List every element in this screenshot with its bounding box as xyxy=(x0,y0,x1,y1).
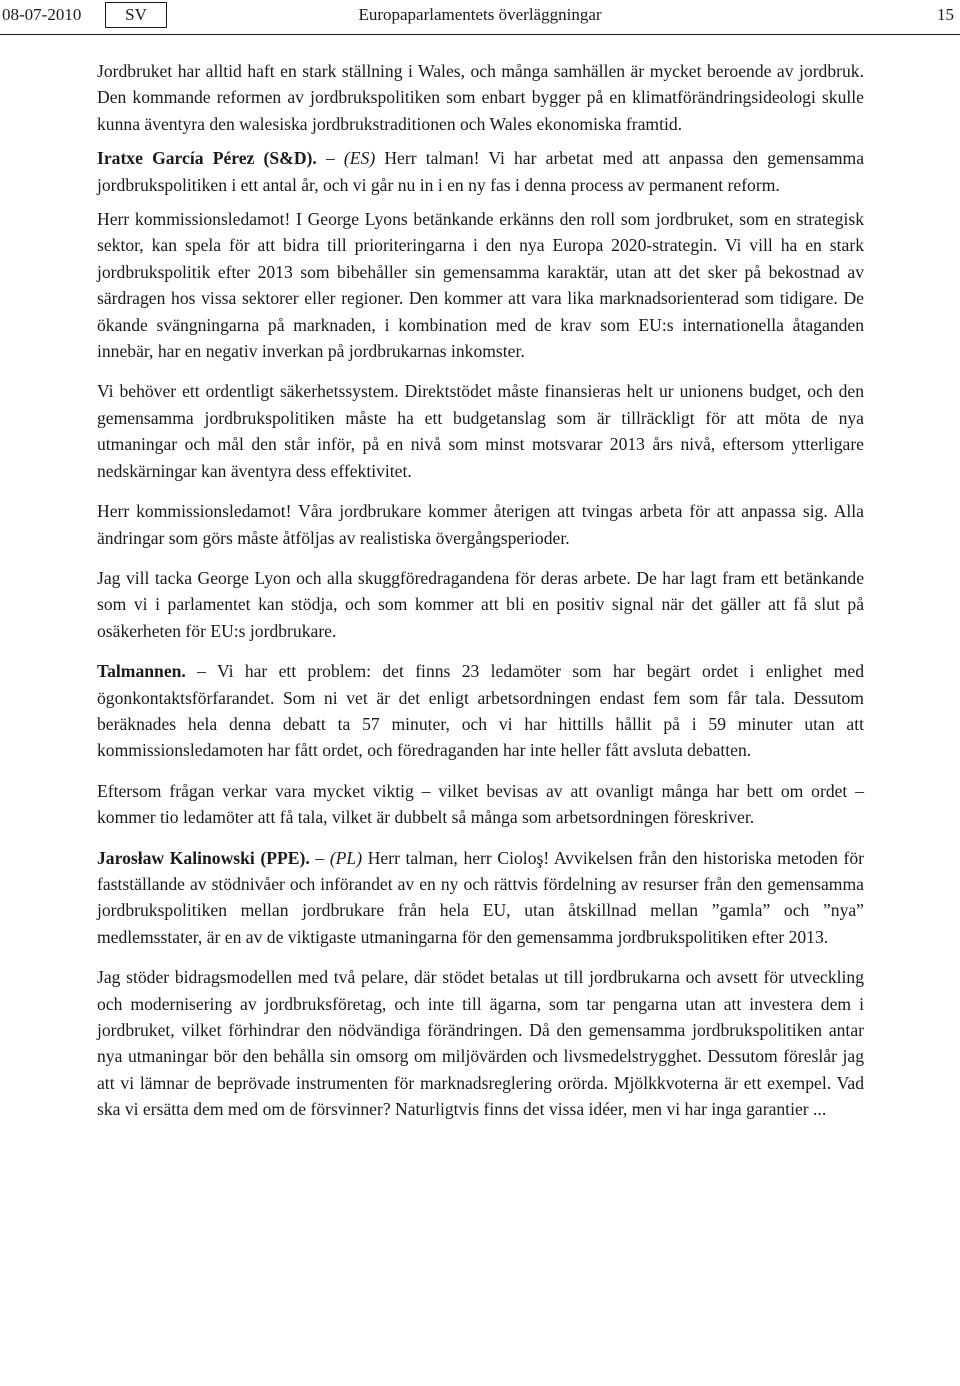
paragraph-text: Eftersom frågan verkar vara mycket viktig – vilket bevisas av att ovanligt många har bett om ordet – kommer tio ledamöter att få tala, vilket är dubbelt så många som arbetsordningen föreskriver. xyxy=(97,780,864,828)
speech-dash: – xyxy=(316,148,344,169)
publication-title: Europaparlamentets överläggningar xyxy=(358,5,602,24)
paragraph-text: Vi behöver ett ordentligt säkerhetssystem. Direktstödet måste finansieras helt ur unionens budget, och den gemensamma jordbrukspolitiken måste ha ett budgetanslag som är tillräckligt för att möta de nya utmaningar och mål den står inför, på en nivå som minst motsvarar 2013 års nivå, eftersom ytterligare nedskärningar kan äventyra dess effektivitet. xyxy=(97,381,864,481)
paragraph-text: Vi har ett problem: det finns 23 ledamöter som har begärt ordet i enlighet med ögonkontaktsförfarandet. Som ni vet är det enligt arbetsordningen endast fem som får tala. Dessutom beräknades hela denna debatt ta 57 minuter, och vi har hittills hållit på i 59 minuter utan att kommissionsledamoten har fått ordet, och föredraganden har inte heller fått avsluta debatten. xyxy=(97,661,864,761)
speaker-name: Iratxe García Pérez (S&D). xyxy=(97,148,317,169)
page-header xyxy=(0,0,960,30)
paragraph-text: Herr kommissionsledamot! I George Lyons betänkande erkänns den roll som jordbruket, som en strategisk sektor, kan spela för att bidra till prioriteringarna i den nya Europa 2020-strategin. Vi vill ha en stark jordbrukspolitik efter 2013 som bibehåller sin gemensamma karaktär, utan att det sker på bekostnad av särdragen hos vissa sektorer eller regioner. Den kommer att vara lika marknadsorienterad som tidigare. De ökande svängningarna på marknaden, i kombination med de krav som EU:s internationella åtaganden innebär, har en negativ inverkan på jordbrukarnas inkomster. xyxy=(97,209,864,362)
paragraph-text: Herr talman! Vi har arbetat med att anpassa den gemensamma jordbrukspolitiken i ett antal år, och vi går nu in i en ny fas i denna process av permanent reform. xyxy=(97,148,865,195)
speaker-name: Jarosław Kalinowski (PPE). xyxy=(97,847,310,868)
speech-dash: – xyxy=(309,847,330,868)
page-number: 15 xyxy=(937,5,954,24)
speech-paragraph xyxy=(97,145,864,198)
paragraph-text: Jag vill tacka George Lyon och alla skuggföredragandena för deras arbete. De har lagt fram ett betänkande som vi i parlamentet kan stödja, och som kommer att bli en positiv signal när det gäller att få slut på osäkerheten för EU:s jordbrukare. xyxy=(97,567,864,641)
language-tag: (PL) xyxy=(329,847,363,868)
paragraph xyxy=(97,206,864,364)
paragraph xyxy=(97,498,864,551)
paragraph xyxy=(97,964,864,1122)
paragraph-text: Jordbruket har alltid haft en stark ställning i Wales, och många samhällen är mycket beroende av jordbruk. Den kommande reformen av jordbrukspolitiken som enbart bygger på en klimatförändringsideologi skulle kunna äventyra den walesiska jordbrukstraditionen och Wales ekonomiska framtid. xyxy=(97,61,864,134)
paragraph-text: Herr talman, herr Cioloş! Avvikelsen från den historiska metoden för fastställande av stödnivåer och införandet av en ny och rättvis fördelning av resurser från den gemensamma jordbrukspolitiken mellan jordbrukare från hela EU, utan åtskillnad mellan ”gamla” och ”nya” medlemsstater, är en av de viktigaste utmaningarna för den gemensamma jordbrukspolitiken efter 2013. xyxy=(97,847,865,947)
paragraph xyxy=(97,58,864,137)
paragraph xyxy=(97,778,864,831)
paragraph-text: Jag stöder bidragsmodellen med två pelare, där stödet betalas ut till jordbrukarna och avsett för utveckling och modernisering av jordbruksföretag, och inte till ägarna, som tar pengarna utan att investera dem i jordbruket, vilket förhindrar den nödvändiga förändringen. Då den gemensamma jordbrukspolitiken antar nya utmaningar bör den behålla sin omsorg om miljövärden och livsmedelstrygghet. Dessutom föreslår jag att vi lämnar de beprövade instrumenten för marknadsreglering orörda. Mjölkkvoterna är ett exempel. Vad ska vi ersätta dem med om de försvinner? Naturligtvis finns det vissa idéer, men vi har inga garantier ... xyxy=(97,967,864,1120)
paragraph xyxy=(97,378,864,484)
speaker-name: Talmannen. xyxy=(97,661,186,682)
speech-dash: – xyxy=(185,661,217,682)
language-tag: (ES) xyxy=(343,148,376,169)
page-date: 08-07-2010 xyxy=(2,5,82,24)
paragraph-text: Herr kommissionsledamot! Våra jordbrukare kommer återigen att tvingas arbeta för att anpassa sig. Alla ändringar som görs måste åtföljas av realistiska övergångsperioder. xyxy=(97,501,864,548)
paragraph xyxy=(97,565,864,644)
language-badge: SV xyxy=(105,2,167,28)
header-rule xyxy=(0,34,960,35)
speech-paragraph xyxy=(97,658,864,764)
document-body xyxy=(97,58,864,1137)
speech-paragraph xyxy=(97,845,864,951)
